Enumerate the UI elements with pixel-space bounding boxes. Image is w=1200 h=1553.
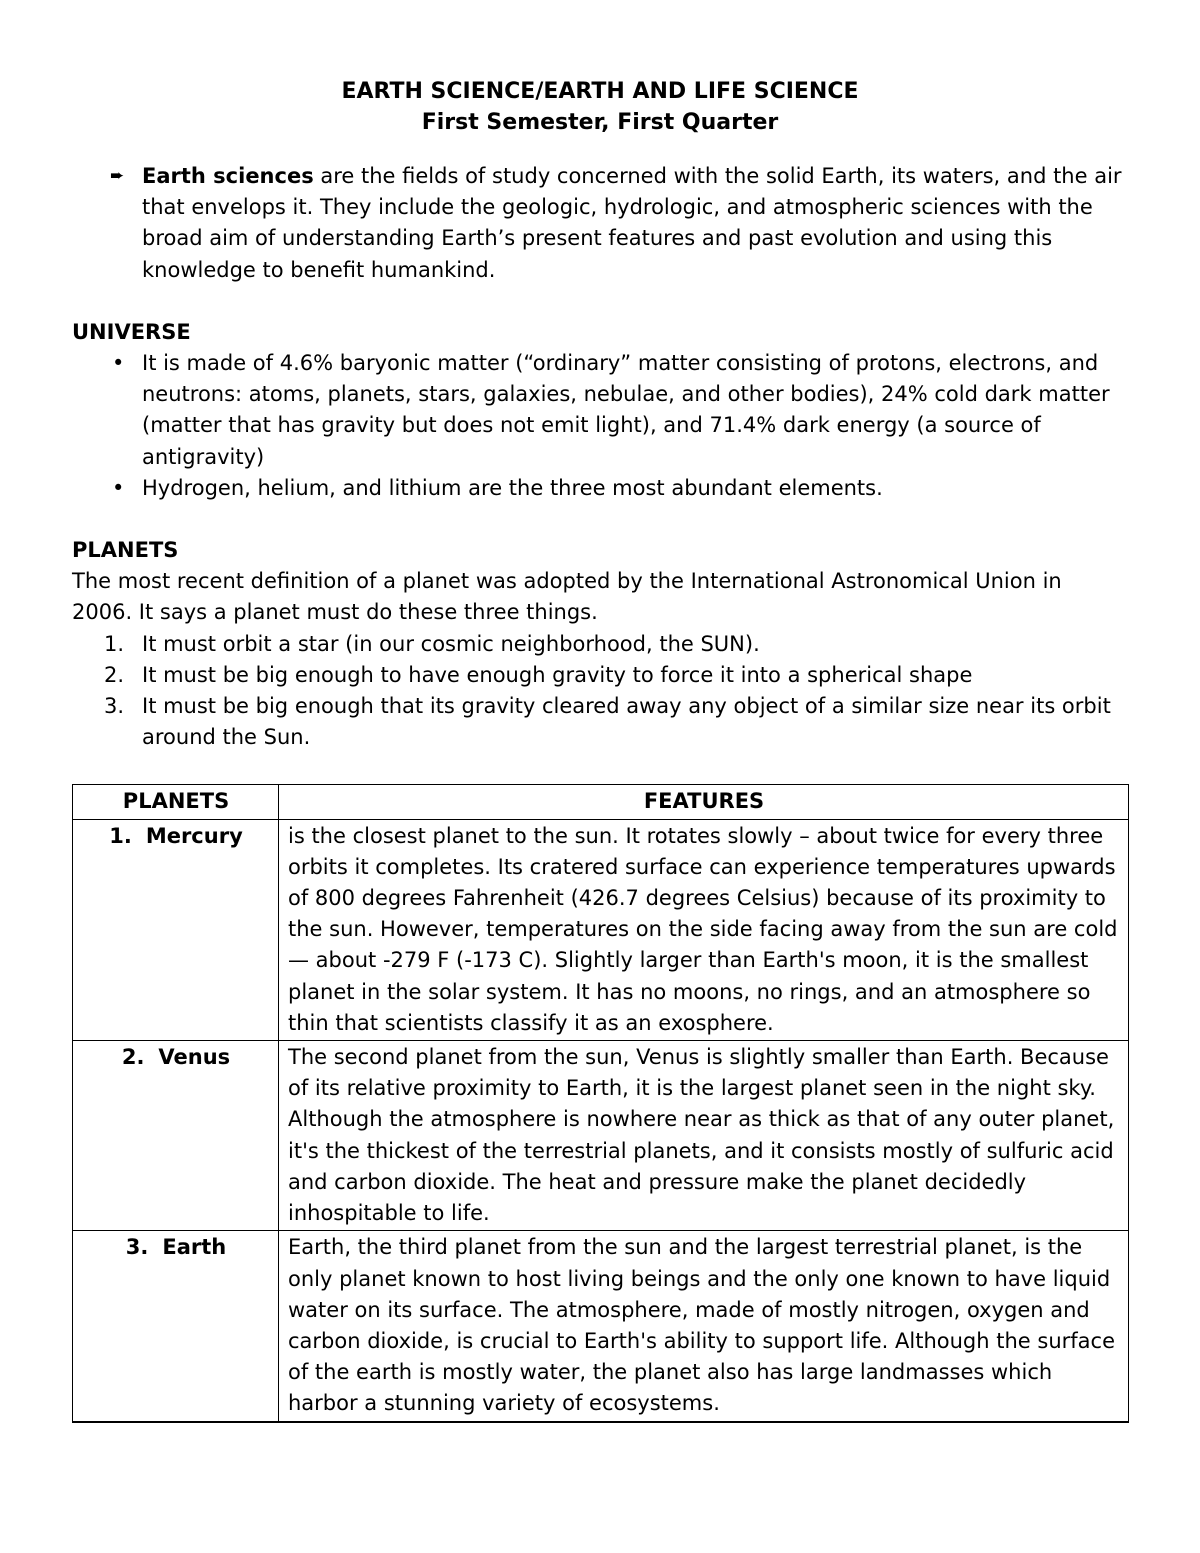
list-item bbox=[72, 629, 1128, 660]
list-item-text: It must be big enough that its gravity cleared away any object of a similar size near its orbit around the Sun. bbox=[142, 694, 1111, 750]
intro-term: Earth sciences bbox=[142, 164, 314, 188]
planet-name: Venus bbox=[158, 1045, 231, 1070]
planet-number: 1. bbox=[109, 823, 132, 848]
intro-text: are the fields of study concerned with the solid Earth, its waters, and the air that envelops it. They include the geologic, hydrologic, and atmospheric sciences with the broad aim of understanding Earth’s present features and past evolution and using this knowledge to benefit humankind. bbox=[142, 164, 1122, 282]
list-item-text: It must be big enough to have enough gravity to force it into a spherical shape bbox=[142, 662, 973, 687]
planet-features-cell: Earth, the third planet from the sun and the largest terrestrial planet, is the only planet known to host living beings and the only one known to have liquid water on its surface. The atmosphere, made of mostly nitrogen, oxygen and carbon dioxide, is crucial to Earth's ability to support life. Although the surface of the earth is mostly water, the planet also has large landmasses which harbor a stunning variety of ecosystems. bbox=[279, 1231, 1129, 1422]
list-item bbox=[72, 660, 1128, 691]
list-item-text: Hydrogen, helium, and lithium are the three most abundant elements. bbox=[142, 475, 883, 500]
intro-paragraph bbox=[72, 161, 1128, 286]
planet-features-cell: The second planet from the sun, Venus is slightly smaller than Earth. Because of its relative proximity to Earth, it is the largest planet seen in the night sky. Although the atmosphere is nowhere near as thick as that of any outer planet, it's the thickest of the terrestrial planets, and it consists mostly of sulfuric acid and carbon dioxide. The heat and pressure make the planet decidedly inhospitable to life. bbox=[279, 1041, 1129, 1231]
planet-name-cell bbox=[73, 1231, 279, 1422]
planet-number: 2. bbox=[121, 1045, 145, 1070]
document-title: EARTH SCIENCE/EARTH AND LIFE SCIENCE bbox=[341, 79, 859, 104]
planet-features-cell: is the closest planet to the sun. It rotates slowly – about twice for every three orbits it completes. Its cratered surface can experience temperatures upwards of 800 degrees Fahrenheit (426.7 degrees Celsius) because of its proximity to the sun. However, temperatures on the side facing away from the sun are cold — about -279 F (-173 C). Slightly larger than Earth's moon, it is the smallest planet in the solar system. It has no moons, no rings, and an atmosphere so thin that scientists classify it as an exosphere. bbox=[279, 819, 1129, 1040]
arrow-bullet-icon: ➨ bbox=[110, 166, 125, 186]
table-header-row bbox=[73, 785, 1129, 819]
table-row bbox=[73, 1231, 1129, 1422]
table-row bbox=[73, 1041, 1129, 1231]
planet-rules-list bbox=[72, 629, 1128, 754]
universe-list bbox=[72, 348, 1128, 504]
list-number: 1. bbox=[104, 631, 125, 656]
list-number: 2. bbox=[104, 662, 125, 687]
planets-heading: PLANETS bbox=[72, 538, 179, 563]
list-item-text: It must orbit a star (in our cosmic neighborhood, the SUN). bbox=[142, 631, 760, 656]
planets-intro: The most recent definition of a planet was adopted by the International Astronomical Union in 2006. It says a planet must do these three things. bbox=[72, 569, 1062, 625]
column-header-features: FEATURES bbox=[279, 785, 1129, 819]
bullet-icon: • bbox=[112, 351, 125, 376]
list-item bbox=[72, 473, 1128, 504]
planet-name-cell bbox=[73, 819, 279, 1040]
document-subtitle: First Semester, First Quarter bbox=[421, 110, 779, 135]
universe-heading: UNIVERSE bbox=[72, 319, 191, 344]
planet-name: Mercury bbox=[145, 823, 243, 848]
list-item bbox=[72, 348, 1128, 473]
list-item-text: It is made of 4.6% baryonic matter (“ordinary” matter consisting of protons, electrons, and neutrons: atoms, planets, stars, galaxies, nebulae, and other bodies), 24% cold dark matter (matter that has gravity but does not emit light), and 71.4% dark energy (a source of antigravity) bbox=[142, 351, 1110, 469]
planets-table bbox=[72, 784, 1129, 1422]
bullet-icon: • bbox=[112, 475, 125, 500]
list-number: 3. bbox=[104, 694, 125, 719]
planet-name-cell bbox=[73, 1041, 279, 1231]
planet-name: Earth bbox=[162, 1235, 227, 1260]
planet-number: 3. bbox=[125, 1235, 149, 1260]
table-row bbox=[73, 819, 1129, 1040]
list-item bbox=[72, 691, 1128, 753]
column-header-planets: PLANETS bbox=[73, 785, 279, 819]
